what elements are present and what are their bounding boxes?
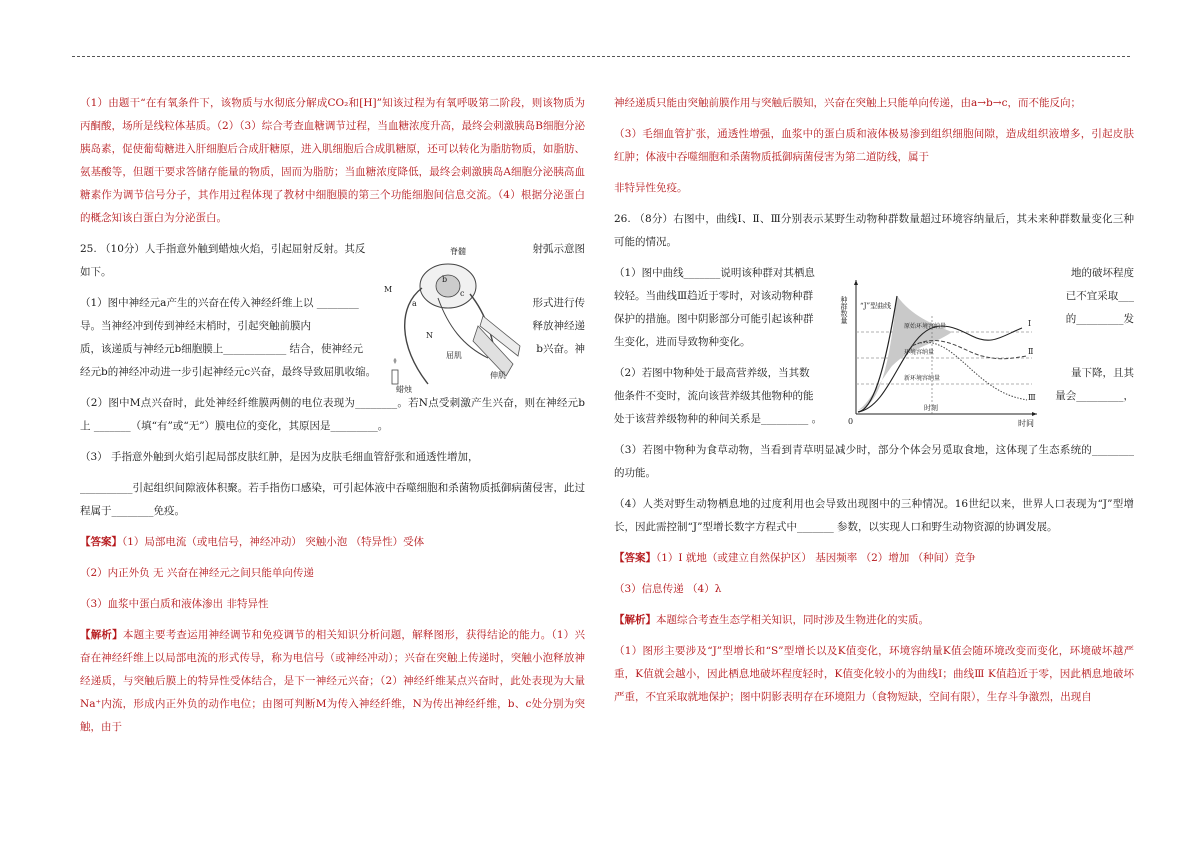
x-axis-label: 时间 <box>1018 419 1034 428</box>
time-point-label: 时刻 <box>924 404 938 412</box>
label-extensor: 伸肌 <box>490 371 506 380</box>
q25-title: 25. （10分）人手指意外触到蜡烛火焰，引起屈射反射。其反 射弧示意图 <box>80 243 585 255</box>
label-candle: 蜡烛 <box>396 385 412 394</box>
curve-ii-label: Ⅱ <box>1028 347 1034 356</box>
q24-analysis-continued: （1）由题干“在有氧条件下，该物质与水彻底分解成CO₂和[H]”知该过程为有氧呼吸第二阶段，则该物质为丙酮酸，场所是线粒体基质。（2）（3）综合考查血糖调节过程，当血糖浓度升高，最终会刺激胰岛B细胞分泌胰岛素，促使葡萄糖进入肝细胞后合成肝糖原，进入肌细胞后合成肌糖原，还可以转化为脂肪物质，如脂肪、氨基酸等，但题干要求答储存能量的物质，固而为脂肪；当血糖浓度降低，最终会刺激胰岛A细胞分泌胰高血糖素作为调节信号分子，其作用过程体现了教材中细胞膜的第三个功能细胞间信息交流。（4）根据分泌蛋白的概念知该白蛋白为分泌蛋白。 <box>80 97 585 224</box>
k-label: 环境容纳量 <box>904 349 935 356</box>
q26-title: 26. （8分）右图中，曲线Ⅰ、Ⅱ、Ⅲ分别表示某野生动物种群数量超过环境容纳量后，其未来种群数量变化三种可能的情况。 <box>614 213 1134 248</box>
q25-part3b: __________引起组织间隙液体积聚。若手指伤口感染，可引起体液中吞噬细胞和杀菌物质抵御病菌侵害，此过程属于________免疫。 <box>80 482 585 517</box>
label-a: a <box>412 299 417 308</box>
q25-part2: （2）图中M点兴奋时，此处神经纤维膜两侧的电位表现为________。若N点受刺激产生兴奋，则在神经元b上 _______（填“有”或“无”）膜电位的变化，其原因是_________。 <box>80 397 585 432</box>
header-divider <box>72 56 1130 57</box>
label-c: c <box>460 289 465 298</box>
q26-answer-1: 【答案】（1）Ⅰ 就地（或建立自然保护区） 基因频率 （2）增加 （种间）竞争 <box>614 552 976 564</box>
j-curve-label: “J”型曲线 <box>860 302 892 310</box>
k-new-label: 新环境容纳量 <box>904 375 941 382</box>
q26-analysis-part1: （1）图形主要涉及“J”型增长和“S”型增长以及K值变化，环境容纳量K值会随环境改变而变化，环境破坏越严重，K值就会越小，因此栖息地破坏程度轻时，K值变化较小的为曲线Ⅰ；曲线Ⅲ K值趋近于零，因此栖息地破坏严重，不宜采取就地保护；图中阴影表明存在环境阻力（食物短缺，空间有限），生存斗争激烈，出现自 <box>614 645 1134 703</box>
q25-analysis-continued: 神经递质只能由突触前膜作用与突触后膜知，兴奋在突触上只能单向传递，由a→b→c，而不能反向； <box>614 97 1081 109</box>
q25-title-end: 如下。 <box>80 266 112 278</box>
q26-part3: （3）若图中物种为食草动物，当看到青草明显减少时，部分个体会另觅取食地，这体现了生态系统的________的功能。 <box>614 444 1134 479</box>
q25-answer-3: （3）血浆中蛋白质和液体渗出 非特异性 <box>80 598 269 610</box>
label-flexor: 屈肌 <box>446 351 462 360</box>
label-m: M <box>384 285 393 294</box>
q25-analysis-end: 非特异性免疫。 <box>614 182 688 194</box>
q26-part4: （4）人类对野生动物栖息地的过度利用也会导致出现图中的三种情况。16世纪以来，世界人口表现为“J”型增长，因此需控制“J”型增长数字方程式中_______ 参数，以实现人口和野生动物资源的协调发展。 <box>614 498 1134 533</box>
label-n: N <box>426 331 433 340</box>
spine-label: 脊髓 <box>450 247 466 256</box>
q26-answer-2: （3）信息传递 （4）λ <box>614 583 722 595</box>
q25-part3a: （3） 手指意外触到火焰引起局部皮肤红肿，是因为皮肤毛细血管舒张和通透性增加， <box>80 451 479 463</box>
q26-analysis: 【解析】本题综合考查生态学相关知识，同时涉及生物进化的实质。 <box>614 614 929 626</box>
q25-analysis: 【解析】本题主要考查运用神经调节和免疫调节的相关知识分析问题，解释图形，获得结论的能力。（1）兴奋在神经纤维上以局部电流的形式传导，称为电信号（或神经冲动）；兴奋在突触上传递时，突触小泡释放神经递质，与突触后膜上的特异性受体结合，是下一神经元兴奋；（2）神经纤维某点兴奋时，此处表现为大量Na⁺内流，形成内正外负的动作电位；由图可判断M为传入神经纤维，N为传出神经纤维，b、c处分别为突触，由于 <box>80 629 585 733</box>
q25-part1-end: 经元b的神经冲动进一步引起神经元c兴奋，最终导致屈肌收缩。 <box>80 366 377 378</box>
left-column: （1）由题干“在有氧条件下，该物质与水彻底分解成CO₂和[H]”知该过程为有氧呼吸第二阶段，则该物质为丙酮酸，场所是线粒体基质。（2）（3）综合考查血糖调节过程，当血糖浓度升高，最终会刺激胰岛B细胞分泌胰岛素，促使葡萄糖进入肝细胞后合成肝糖原，进入肌细胞后合成肌糖原，还可以转化为脂肪物质，如脂肪、氨基酸等，但题干要求答储存能量的物质，固而为脂肪；当血糖浓度降低，最终会刺激胰岛A细胞分泌胰高血糖素作为调节信号分子，其作用过程体现了教材中细胞膜的第三个功能细胞间信息交流。（4）根据分泌蛋白的概念知该白蛋白为分泌蛋白。 25. （10分）人手指意外触到蜡烛火焰，引起屈射反射。其反 射弧示意图 如下。 （1）图中神经元a产生的兴奋在传入神经纤维上以 ________ 形式进行传 导。当神经冲到传到神经末梢时，引起突触前膜内 释放神经递 质，该递质与神经元b细胞膜上____________ 结合，使神经元 b兴奋。神 经元b的神经冲动进一步引起神经元c兴奋，最终导致屈肌收缩。 （2）图中M点兴奋时，此处神经纤维膜两侧的电位表现为________。若N点受刺激产生兴奋，则在神经元b上 _______（填“有”或“无”）膜电位的变化，其原因是_________。 （3） 手指意外触到火焰引起局部皮肤红肿，是因为皮肤毛细血管舒张和通透性增加， __________引起组织间隙液体积聚。若手指伤口感染，可引起体液中吞噬细胞和杀菌物质抵御病菌侵害，此过程属于________免疫。 【答案】（1）局部电流（或电信号，神经冲动） 突触小泡 （特异性）受体 （2）内正外负 无 兴奋在神经元之间只能单向传递 （3）血浆中蛋白质和液体渗出 非特异性 【解析】本题主要考查运用神经调节和免疫调节的相关知识分析问题，解释图形，获得结论的能力。（1）兴奋在神经纤维上以局部电流的形式传导，称为电信号（或神经冲动）；兴奋在突触上传递时，突触小泡释放神经递质，与突触后膜上的特异性受体结合，是下一神经元兴奋；（2）神经纤维某点兴奋时，此处表现为大量Na⁺内流，形成内正外负的动作电位；由图可判断M为传入神经纤维，N为传出神经纤维，b、c处分别为突触，由于 <box>80 92 585 747</box>
q25-answer-1: 【答案】（1）局部电流（或电信号，神经冲动） 突触小泡 （特异性）受体 <box>80 536 425 548</box>
right-column: 神经递质只能由突触前膜作用与突触后膜知，兴奋在突触上只能单向传递，由a→b→c，而不能反向； （3）毛细血管扩张，通透性增强，血浆中的蛋白质和液体极易渗到组织细胞间隙，造成组织液增多，引起皮肤红肿；体液中吞噬细胞和杀菌物质抵御病菌侵害为第二道防线，属于 非特异性免疫。 26. （8分）右图中，曲线Ⅰ、Ⅱ、Ⅲ分别表示某野生动物种群数量超过环境容纳量后，其未来种群数量变化三种可能的情况。 （1）图中曲线_______说明该种群对其栖息 地的破坏程度 较轻。当曲线Ⅲ趋近于零时，对该动物种群 已不宜采取___ 保护的措施。图中阴影部分可能引起该种群 的_________发 生变化，进而导致物种变化。 （2）若图中物种处于最高营养级，当其数 量下降，且其 他条件不变时，流向该营养级其他物种的能 量会_________， 处于该营养级物种的种间关系是_________ 。 （3）若图中物种为食草动物，当看到青草明显减少时，部分个体会另觅取食地，这体现了生态系统的________的功能。 （4）人类对野生动物栖息地的过度利用也会导致出现图中的三种情况。16世纪以来，世界人口表现为“J”型增长，因此需控制“J”型增长数字方程式中_______ 参数，以实现人口和野生动物资源的协调发展。 【答案】（1）Ⅰ 就地（或建立自然保护区） 基因频率 （2）增加 （种间）竞争 （3）信息传递 （4）λ 【解析】本题综合考查生态学相关知识，同时涉及生物进化的实质。 （1）图形主要涉及“J”型增长和“S”型增长以及K值变化，环境容纳量K值会随环境改变而变化，环境破坏越严重，K值就会越小，因此栖息地破坏程度轻时，K值变化较小的为曲线Ⅰ；曲线Ⅲ K值趋近于零，因此栖息地破坏严重，不宜采取就地保护；图中阴影表明存在环境阻力（食物短缺，空间有限），生存斗争激烈，出现自 <box>614 92 1134 717</box>
label-b: b <box>442 275 448 284</box>
population-graph <box>842 276 1042 428</box>
q25-analysis-part3: （3）毛细血管扩张，通透性增强，血浆中的蛋白质和液体极易渗到组织细胞间隙，造成组织液增多，引起皮肤红肿；体液中吞噬细胞和杀菌物质抵御病菌侵害为第二道防线，属于 <box>614 128 1134 163</box>
reflex-arc-figure <box>378 246 528 394</box>
y-axis-label: 种群数量 <box>840 296 848 324</box>
origin-label: 0 <box>848 417 854 426</box>
k-original-label: 原始环境容纳量 <box>904 323 947 330</box>
curve-i-label: Ⅰ <box>1028 319 1032 328</box>
q25-answer-2: （2）内正外负 无 兴奋在神经元之间只能单向传递 <box>80 567 314 579</box>
curve-iii-label: Ⅲ <box>1028 393 1036 402</box>
